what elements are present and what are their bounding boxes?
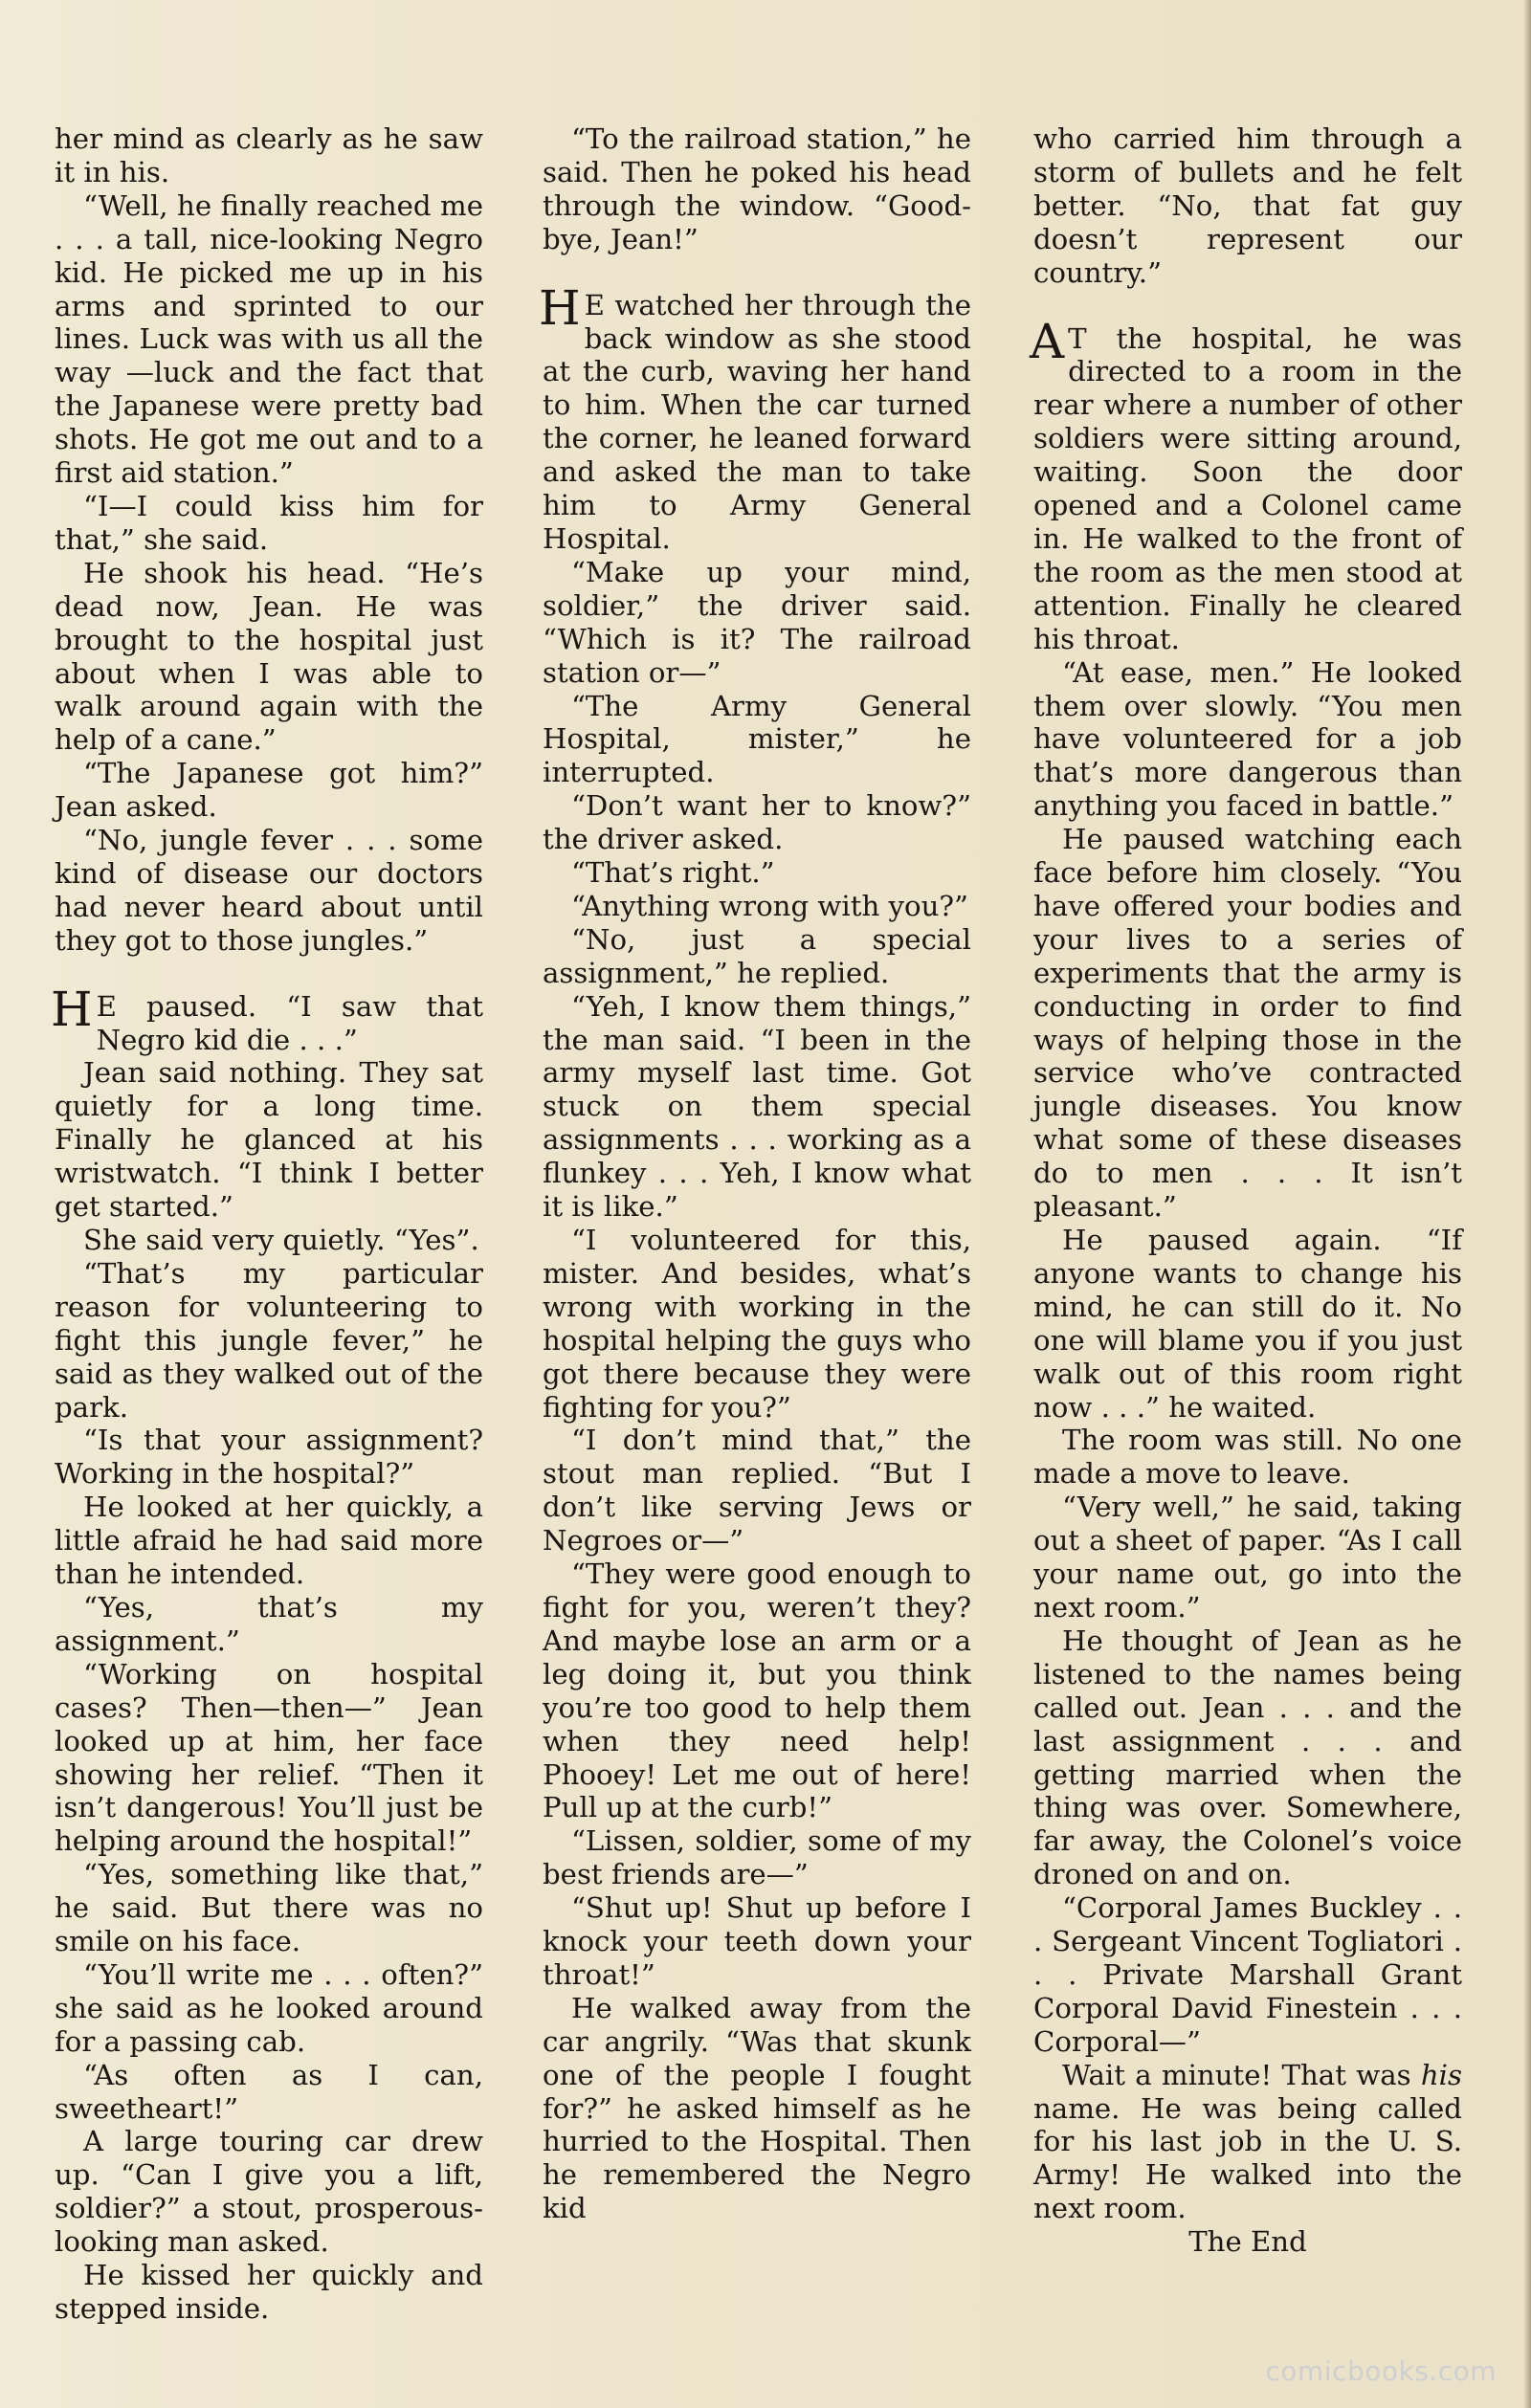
paragraph: “The Army General Hospital, mister,” he interrupted. xyxy=(543,689,971,789)
paragraph: He walked away from the car angrily. “Was that skunk one of the people I fought for?” he asked himself as he hurried to the Hospital. Then he remembered the Negro kid xyxy=(543,1991,971,2225)
paragraph: “At ease, men.” He looked them over slowly. “You men have volunteered for a job that’s more dangerous than anything you faced in battle.” xyxy=(1033,655,1462,823)
paragraph: “Don’t want her to know?” the driver asked. xyxy=(543,789,971,856)
paragraph-text: name. He was being called for his last job in the U. S. Army! He walked into the next room. xyxy=(1033,2091,1462,2225)
the-end-label: The End xyxy=(1188,2225,1307,2259)
drop-cap: H xyxy=(539,279,581,336)
paragraph: Jean said nothing. They sat quietly for a long time. Finally he glanced at his wristwatch. “I think I better get started.” xyxy=(55,1056,483,1224)
paragraph: He shook his head. “He’s dead now, Jean. He was brought to the hospital just about when I was able to walk around again with the help of a cane.” xyxy=(55,556,483,757)
paragraph: her mind as clearly as he saw it in his. xyxy=(55,122,483,188)
paragraph: He paused watching each face before him closely. “You have offered your bodies and your lives to a series of experiments that the army is conducting in order to find ways of helping those in the service who’ve contracted jungle diseases. You know what some of these diseases do to men . . . It isn’t pleasant.” xyxy=(1033,823,1462,1224)
paragraph: “The Japanese got him?” Jean asked. xyxy=(55,757,483,824)
section-paragraph xyxy=(539,279,971,556)
paragraph-text: E watched her through the back window as she stood at the curb, waving her hand to him. When the car turned the corner, he leaned forward and asked the man to take him to Army General Hospital. xyxy=(543,288,971,555)
paragraph: He paused again. “If anyone wants to change his mind, he can still do it. No one will blame you if you just walk out of this room right now . . .” he waited. xyxy=(1033,1224,1462,1424)
paragraph: “Well, he finally reached me . . . a tall, nice-looking Negro kid. He picked me up in his arms and sprinted to our lines. Luck was with us all the way —luck and the fact that the Japanese were pretty bad shots. He got me out and to a first aid station.” xyxy=(55,188,483,490)
paragraph: who carried him through a storm of bullets and he felt better. “No, that fat guy doesn’t represent our country.” xyxy=(1033,122,1462,289)
paragraph: “As often as I can, sweetheart!” xyxy=(55,2058,483,2125)
paragraph: “You’ll write me . . . often?” she said as he looked around for a passing cab. xyxy=(55,1957,483,2058)
paragraph: She said very quietly. “Yes”. xyxy=(83,1224,479,1256)
paragraph: “That’s right.” xyxy=(571,856,775,890)
paragraph: “That’s my particular reason for volunteering to fight this jungle fever,” he said as they walked out of the park. xyxy=(55,1256,483,1424)
paragraph: “To the railroad station,” he said. Then he poked his head through the window. “Good-bye, Jean!” xyxy=(543,122,971,255)
paragraph: “Working on hospital cases? Then—then—” Jean looked up at him, her face showing her relief. “Then it isn’t dangerous! You’ll just be helping around the hospital!” xyxy=(55,1657,483,1858)
paragraph-text: Wait a minute! That was xyxy=(1062,2058,1421,2091)
paragraph: He looked at her quickly, a little afraid he had said more than he intended. xyxy=(55,1491,483,1591)
drop-cap: H xyxy=(51,981,93,1037)
paragraph: The room was still. No one made a move to leave. xyxy=(1033,1424,1462,1491)
paragraph: “Lissen, soldier, some of my best friends are—” xyxy=(543,1824,971,1891)
paragraph: “No, jungle fever . . . some kind of disease our doctors had never heard about until they got to those jungles.” xyxy=(55,824,483,957)
paragraph: “Shut up! Shut up before I knock your teeth down your throat!” xyxy=(543,1891,971,1991)
paragraph: “I—I could kiss him for that,” she said. xyxy=(55,489,483,556)
paragraph-text: E paused. “I saw that Negro kid die . . .” xyxy=(96,989,483,1056)
text-column-2 xyxy=(539,122,971,2225)
watermark: comicbooks.com xyxy=(1265,2355,1497,2387)
paragraph: He kissed her quickly and stepped inside. xyxy=(55,2259,483,2325)
paragraph: “Very well,” he said, taking out a sheet of paper. “As I call your name out, go into the next room.” xyxy=(1033,1491,1462,1624)
text-column-3 xyxy=(1030,122,1462,2259)
paragraph: “Make up your mind, soldier,” the driver said. “Which is it? The railroad station or—” xyxy=(543,555,971,689)
paragraph: “I volunteered for this, mister. And besides, what’s wrong with working in the hospital helping the guys who got there because they were fighting for you?” xyxy=(543,1224,971,1424)
emphasis-text: his xyxy=(1420,2058,1462,2091)
paragraph: “Yes, something like that,” he said. But there was no smile on his face. xyxy=(55,1858,483,1958)
paragraph: “They were good enough to fight for you, weren’t they? And maybe lose an arm or a leg doing it, but you think you’re too good to help them when they need help! Phooey! Let me out of here! Pull up at the curb!” xyxy=(543,1557,971,1824)
paragraph: A large touring car drew up. “Can I give you a lift, soldier?” a stout, prosperous-looking man asked. xyxy=(55,2125,483,2259)
section-paragraph xyxy=(51,981,483,1057)
paragraph-text: T the hospital, he was directed to a room in the rear where a number of other soldiers were sitting around, waiting. Soon the door opened and a Colonel came in. He walked to the front of the room as the men stood at attention. Finally he cleared his throat. xyxy=(1033,321,1462,655)
paragraph: “Is that your assignment? Working in the hospital?” xyxy=(55,1424,483,1491)
paragraph: “I don’t mind that,” the stout man replied. “But I don’t like serving Jews or Negroes or—” xyxy=(543,1424,971,1557)
drop-cap: A xyxy=(1030,313,1065,369)
paragraph: “Yes, that’s my assignment.” xyxy=(55,1590,483,1657)
paragraph: “Anything wrong with you?” xyxy=(571,889,968,922)
page-edge-shadow xyxy=(1523,0,1531,2408)
paragraph: He thought of Jean as he listened to the names being called out. Jean . . . and the last assignment . . . and getting married when the thing was over. Somewhere, far away, the Colonel’s voice droned on and on. xyxy=(1033,1624,1462,1891)
paragraph: “Corporal James Buckley . . . Sergeant Vincent Togliatori . . . Private Marshall Grant Corporal David Finestein . . . Corporal—” xyxy=(1033,1891,1462,2058)
paragraph: “No, just a special assignment,” he replied. xyxy=(543,922,971,989)
paragraph: “Yeh, I know them things,” the man said. “I been in the army myself last time. Got stuck on them special assignments . . . working as a flunkey . . . Yeh, I know what it is like.” xyxy=(543,989,971,1224)
section-paragraph xyxy=(1030,313,1462,656)
paragraph xyxy=(1033,2059,1462,2226)
text-column-1 xyxy=(51,122,483,2326)
